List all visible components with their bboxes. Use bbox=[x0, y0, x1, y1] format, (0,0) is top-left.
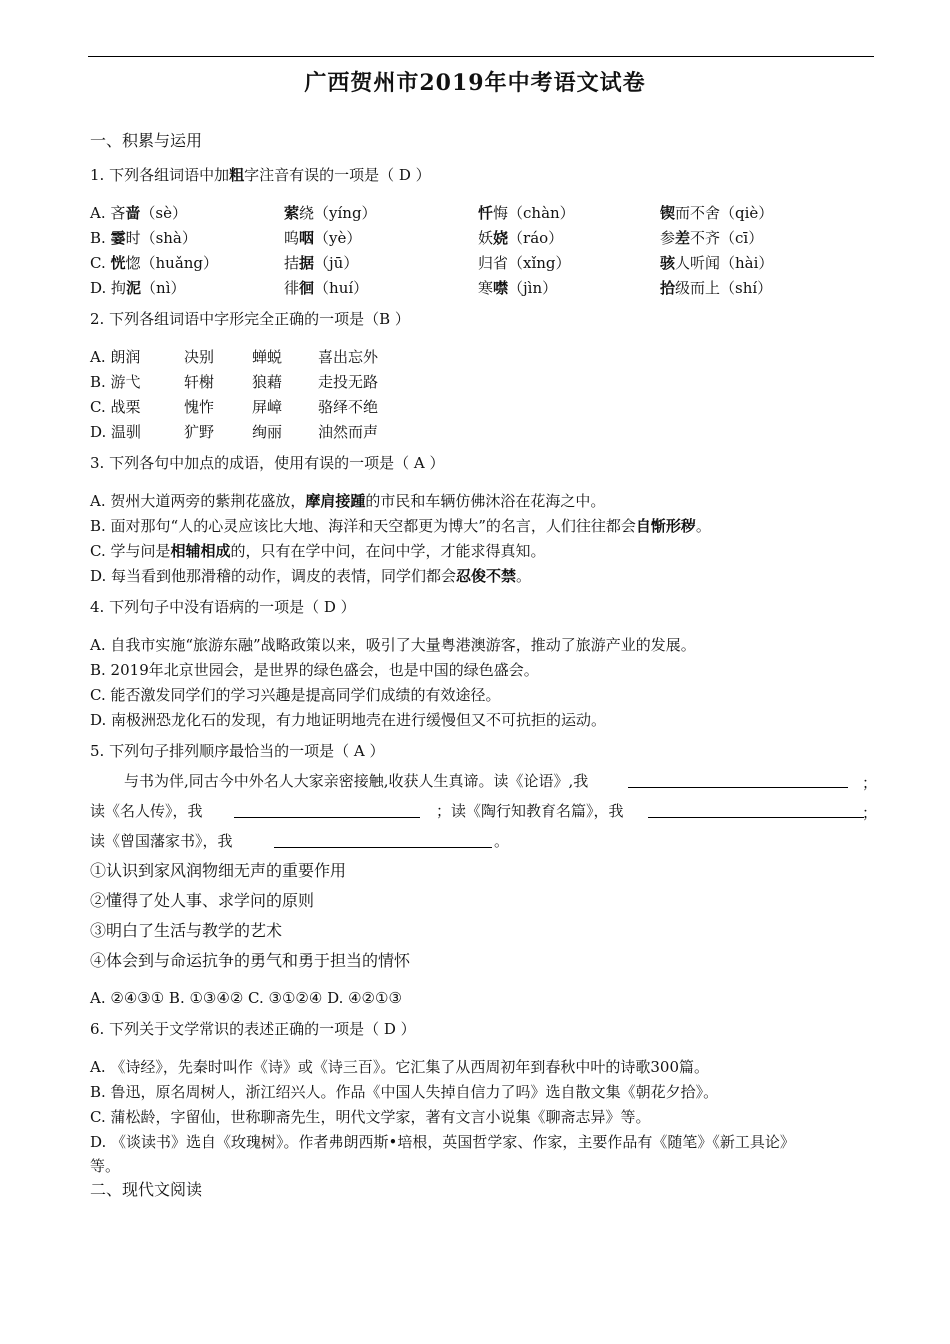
q1-cell-bold: 啬 bbox=[125, 204, 141, 222]
q1-option-cell bbox=[284, 228, 361, 248]
q5-blank-2 bbox=[234, 816, 420, 818]
q1-cell-text: （nì） bbox=[141, 279, 186, 297]
question-4-stem: 4. 下列句子中没有语病的一项是（ D ） bbox=[90, 598, 356, 616]
q3-idiom: 忍俊不禁 bbox=[456, 567, 517, 585]
q1-cell-text: 绕（yíng） bbox=[299, 204, 377, 222]
q1-option-cell bbox=[90, 278, 186, 298]
q2-option-cell: 骆绎不绝 bbox=[318, 398, 379, 416]
q2-option-cell: A. 朗润 bbox=[90, 348, 141, 366]
q6-option: D. 《谈读书》选自《玫瑰树》。作者弗朗西斯•培根，英国哲学家、作家，主要作品有《随笔》《新工具论》 bbox=[90, 1133, 795, 1151]
q3-option bbox=[90, 516, 711, 536]
q4-option: C. 能否激发同学们的学习兴趣是提高同学们成绩的有效途径。 bbox=[90, 686, 501, 704]
q1-cell-text: 不齐（cī） bbox=[690, 229, 764, 247]
q1-cell-text: 归省（xǐng） bbox=[478, 254, 571, 272]
q1-option-cell bbox=[90, 228, 197, 248]
header-rule bbox=[88, 56, 874, 57]
q1-cell-text: 级而上（shí） bbox=[675, 279, 773, 297]
q1-cell-bold: 咽 bbox=[299, 229, 315, 247]
q1-cell-bold: 锲 bbox=[660, 204, 676, 222]
q5-item: ②懂得了处人事、求学问的原则 bbox=[90, 891, 315, 910]
q6-option: A. 《诗经》，先秦时叫作《诗》或《诗三百》。它汇集了从西周初年到春秋中叶的诗歌300篇。 bbox=[90, 1058, 710, 1076]
q1-cell-text: 寒 bbox=[478, 279, 494, 297]
q1-cell-text: （sè） bbox=[140, 204, 187, 222]
q1-option-cell bbox=[478, 278, 557, 298]
q2-option-cell: 决别 bbox=[184, 348, 215, 366]
q1-cell-bold: 徊 bbox=[299, 279, 315, 297]
q2-option-cell: 喜出忘外 bbox=[318, 348, 379, 366]
section-heading-2: 二、现代文阅读 bbox=[90, 1180, 203, 1199]
q4-option: B. 2019年北京世园会，是世界的绿色盛会，也是中国的绿色盛会。 bbox=[90, 661, 539, 679]
q1-option-cell bbox=[660, 253, 773, 273]
q1-option-cell bbox=[284, 203, 377, 223]
q1-cell-bold: 泥 bbox=[126, 279, 142, 297]
q1-option-cell bbox=[90, 203, 187, 223]
q1-option-cell bbox=[284, 253, 358, 273]
q1-cell-text: 时（shà） bbox=[125, 229, 197, 247]
q2-option-cell: 绚丽 bbox=[252, 423, 283, 441]
q3-option-text: C. 学与问是 bbox=[90, 542, 171, 560]
q4-option: A. 自我市实施“旅游东融”战略政策以来，吸引了大量粤港澳游客，推动了旅游产业的发展。 bbox=[90, 636, 696, 654]
q1-cell-text: 人听闻（hài） bbox=[675, 254, 774, 272]
q1-cell-text: D. 拘 bbox=[90, 279, 127, 297]
q1-cell-text: 妖 bbox=[478, 229, 494, 247]
q3-option bbox=[90, 541, 546, 561]
section-heading-1: 一、积累与运用 bbox=[90, 131, 203, 150]
q2-option-cell: 油然而声 bbox=[318, 423, 379, 441]
question-3-stem: 3. 下列各句中加点的成语，使用有误的一项是（ A ） bbox=[90, 454, 445, 472]
q3-option-text: 的市民和车辆仿佛沐浴在花海之中。 bbox=[365, 492, 606, 510]
q5-item: ④体会到与命运抗争的勇气和勇于担当的情怀 bbox=[90, 951, 411, 970]
q1-cell-text: 惚（huǎng） bbox=[125, 254, 219, 272]
question-5-answers: A. ②④③① B. ①③④② C. ③①②④ D. ④②①③ bbox=[90, 989, 402, 1007]
q2-option-cell: C. 战栗 bbox=[90, 398, 141, 416]
q3-option-text: A. 贺州大道两旁的紫荆花盛放， bbox=[90, 492, 306, 510]
q2-option-cell: 走投无路 bbox=[318, 373, 379, 391]
q3-idiom: 自惭形秽 bbox=[635, 517, 696, 535]
q1-cell-text: 拮 bbox=[284, 254, 300, 272]
q3-idiom: 相辅相成 bbox=[170, 542, 231, 560]
q2-option-cell: B. 游弋 bbox=[90, 373, 141, 391]
q1-cell-bold: 骇 bbox=[660, 254, 676, 272]
q3-option-text: B. 面对那句“人的心灵应该比大地、海洋和天空都更为博大”的名言，人们往往都会 bbox=[90, 517, 636, 535]
q5-blank-1 bbox=[628, 786, 848, 788]
q1-cell-bold: 萦 bbox=[284, 204, 300, 222]
page-title: 广西贺州市2019年中考语文试卷 bbox=[304, 70, 646, 96]
q1-option-cell bbox=[478, 253, 571, 273]
q3-option-text: 的，只有在学中问，在问中学，才能求得真知。 bbox=[230, 542, 546, 560]
q1-cell-text: （huí） bbox=[314, 279, 369, 297]
q3-option-text: 。 bbox=[516, 567, 532, 585]
q1-option-cell bbox=[284, 278, 368, 298]
q4-option: D. 南极洲恐龙化石的发现，有力地证明地壳在进行缓慢但又不可抗拒的运动。 bbox=[90, 711, 607, 729]
q2-option-cell: 愧怍 bbox=[184, 398, 215, 416]
q6-option: 等。 bbox=[90, 1157, 121, 1175]
q2-option-cell: D. 温驯 bbox=[90, 423, 142, 441]
q1-cell-bold: 差 bbox=[675, 229, 691, 247]
q1-cell-bold: 据 bbox=[299, 254, 315, 272]
q5-passage-line-2b: ；读《陶行知教育名篇》，我 bbox=[436, 802, 624, 820]
q1-option-cell bbox=[660, 228, 763, 248]
q3-option-text: D. 每当看到他那滑稽的动作，调皮的表情，同学们都会 bbox=[90, 567, 457, 585]
q5-blank-4 bbox=[274, 846, 492, 848]
q1-cell-text: 呜 bbox=[284, 229, 300, 247]
q2-option-cell: 犷野 bbox=[184, 423, 215, 441]
q1-cell-text: （jū） bbox=[314, 254, 359, 272]
q1-cell-text: （jìn） bbox=[508, 279, 558, 297]
q2-option-cell: 蝉蜕 bbox=[252, 348, 283, 366]
q3-idiom: 摩肩接踵 bbox=[305, 492, 366, 510]
q1-option-cell bbox=[90, 253, 218, 273]
q5-passage-line-2a: 读《名人传》，我 bbox=[90, 802, 203, 820]
q1-cell-text: 徘 bbox=[284, 279, 300, 297]
q1-cell-bold: 娆 bbox=[493, 229, 509, 247]
q1-cell-text: B. bbox=[90, 229, 111, 247]
q2-option-cell: 狼藉 bbox=[252, 373, 283, 391]
q5-passage-line-3: 读《曾国藩家书》，我 bbox=[90, 832, 233, 850]
question-2-stem: 2. 下列各组词语中字形完全正确的一项是（B ） bbox=[90, 310, 410, 328]
q1-cell-text: A. 吝 bbox=[90, 204, 126, 222]
q5-passage-line-1: 与书为伴,同古今中外名人大家亲密接触,收获人生真谛。读《论语》,我 bbox=[124, 772, 589, 790]
q5-item: ③明白了生活与教学的艺术 bbox=[90, 921, 283, 940]
q1-cell-bold: 拾 bbox=[660, 279, 676, 297]
q2-option-cell: 轩榭 bbox=[184, 373, 215, 391]
q6-option: C. 蒲松龄，字留仙，世称聊斋先生，明代文学家，著有文言小说集《聊斋志异》等。 bbox=[90, 1108, 651, 1126]
q1-cell-text: （yè） bbox=[314, 229, 362, 247]
q3-option bbox=[90, 491, 605, 511]
q1-cell-bold: 恍 bbox=[110, 254, 126, 272]
question-6-stem: 6. 下列关于文学常识的表述正确的一项是（ D ） bbox=[90, 1020, 416, 1038]
q6-option: B. 鲁迅，原名周树人，浙江绍兴人。作品《中国人失掉自信力了吗》选自散文集《朝花夕拾》。 bbox=[90, 1083, 719, 1101]
q1-cell-text: 悔（chàn） bbox=[493, 204, 575, 222]
q5-punct-2: ； bbox=[862, 804, 878, 822]
q1-cell-text: （ráo） bbox=[508, 229, 564, 247]
q5-punct-3: 。 bbox=[494, 832, 510, 850]
q1-cell-bold: 霎 bbox=[110, 229, 126, 247]
question-5-stem: 5. 下列句子排列顺序最恰当的一项是（ A ） bbox=[90, 742, 385, 760]
q1-option-cell bbox=[660, 278, 772, 298]
q1-option-cell bbox=[478, 228, 563, 248]
q1-cell-text: 而不舍（qiè） bbox=[675, 204, 774, 222]
q5-item: ①认识到家风润物细无声的重要作用 bbox=[90, 861, 347, 880]
q1-option-cell bbox=[478, 203, 575, 223]
q1-cell-bold: 噤 bbox=[493, 279, 509, 297]
q3-option bbox=[90, 566, 531, 586]
question-1-stem: 1. 下列各组词语中加粗字注音有误的一项是（ D ） bbox=[90, 166, 431, 184]
q5-blank-3 bbox=[648, 816, 864, 818]
q1-cell-text: 参 bbox=[660, 229, 676, 247]
q3-option-text: 。 bbox=[695, 517, 711, 535]
q1-option-cell bbox=[660, 203, 773, 223]
q1-cell-bold: 忏 bbox=[478, 204, 494, 222]
q2-option-cell: 屏嶂 bbox=[252, 398, 283, 416]
q5-punct-1: ； bbox=[862, 774, 878, 792]
q1-cell-text: C. bbox=[90, 254, 111, 272]
